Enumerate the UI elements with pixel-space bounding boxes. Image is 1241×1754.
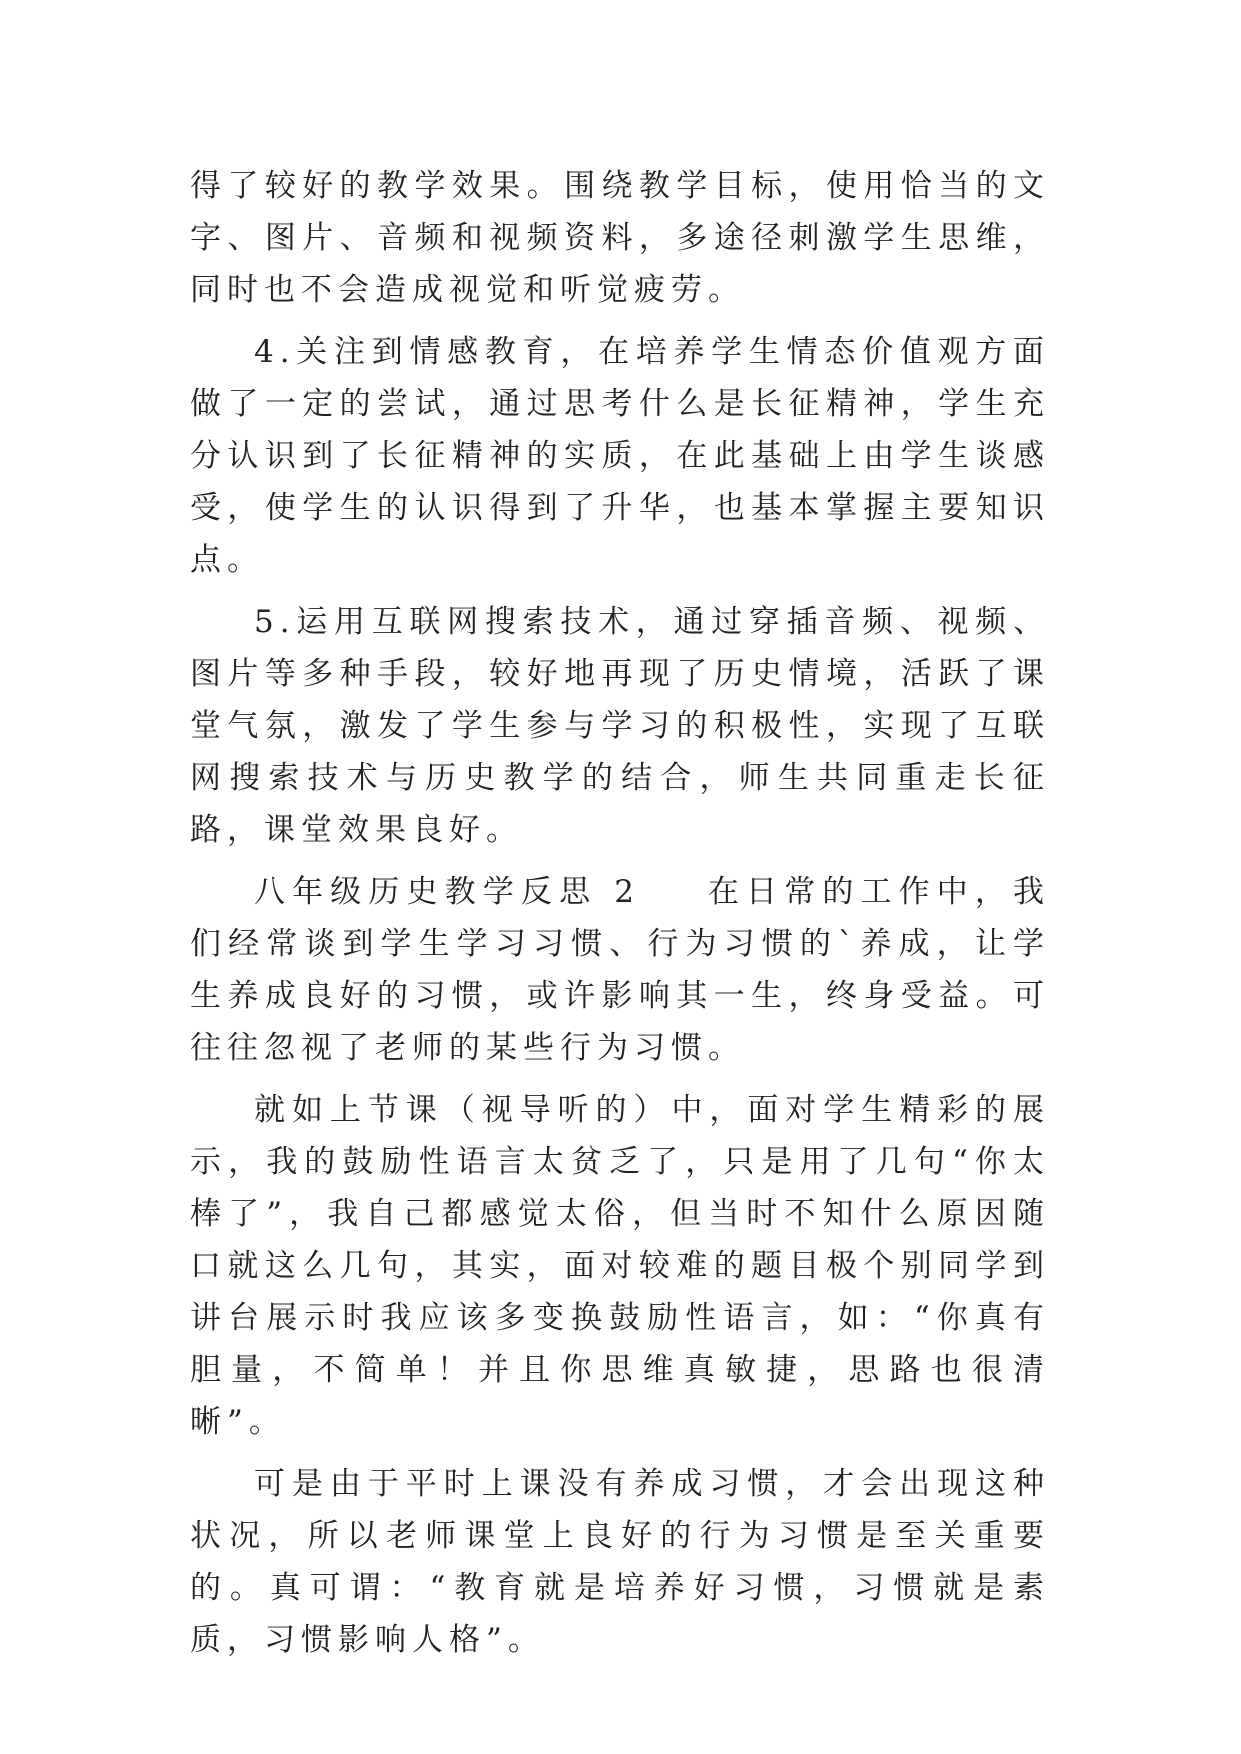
paragraph-section-2 [190, 866, 1050, 1074]
section-heading: 八年级历史教学反思 2 [254, 874, 640, 910]
heading-gap [640, 874, 708, 910]
paragraph-item-5: 5.运用互联网搜索技术，通过穿插音频、视频、图片等多种手段，较好地再现了历史情境，活跃了课堂气氛，激发了学生参与学习的积极性，实现了互联网搜索技术与历史教学的结合，师生共同重走长征路，课堂效果良好。 [190, 604, 1050, 848]
paragraph-conclusion: 可是由于平时上课没有养成习惯，才会出现这种状况，所以老师课堂上良好的行为习惯是至关重要的。真可谓：“教育就是培养好习惯，习惯就是素质，习惯影响人格”。 [190, 1466, 1050, 1658]
paragraph-item-4: 4.关注到情感教育，在培养学生情态价值观方面做了一定的尝试，通过思考什么是长征精神，学生充分认识到了长征精神的实质，在此基础上由学生谈感受，使学生的认识得到了升华，也基本掌握主要知识点。 [190, 334, 1050, 578]
document-body [190, 160, 1050, 1676]
paragraph-encouragement: 就如上节课（视导听的）中，面对学生精彩的展示，我的鼓励性语言太贫乏了，只是用了几句“你太棒了”，我自己都感觉太俗，但当时不知什么原因随口就这么几句，其实，面对较难的题目极个别同学到讲台展示时我应该多变换鼓励性语言，如：“你真有胆量，不简单！并且你思维真敏捷，思路也很清晰”。 [190, 1092, 1050, 1440]
paragraph-continuation: 得了较好的教学效果。围绕教学目标，使用恰当的文字、图片、音频和视频资料，多途径刺激学生思维，同时也不会造成视觉和听觉疲劳。 [190, 168, 1050, 308]
section-text: 在日常的工作中，我们经常谈到学生学习习惯、行为习惯的`养成，让学生养成良好的习惯，或许影响其一生，终身受益。可往往忽视了老师的某些行为习惯。 [190, 874, 1051, 1066]
